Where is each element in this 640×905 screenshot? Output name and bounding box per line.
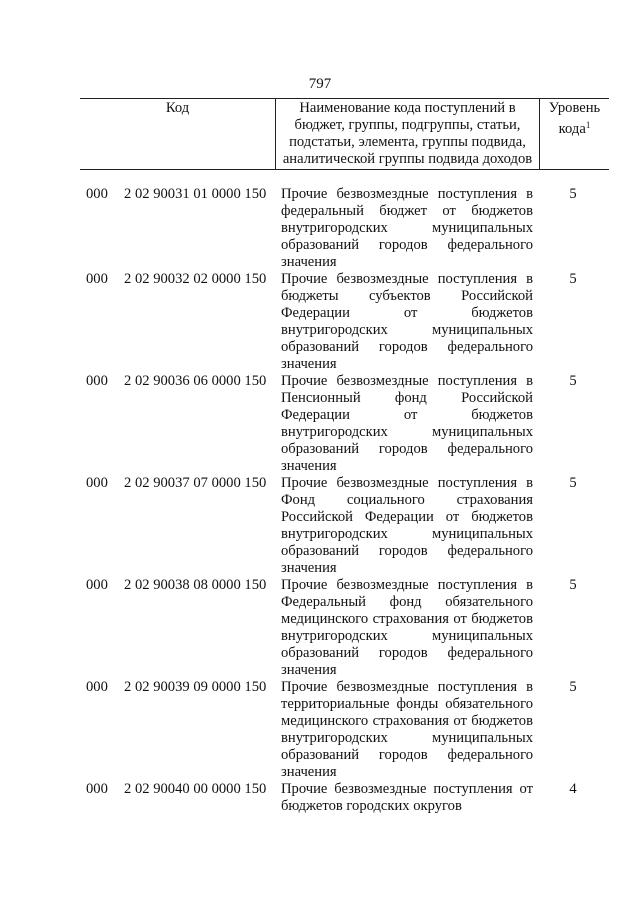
table-row	[0, 781, 640, 815]
row-name: Прочие безвозмездные поступления в Пенсионный фонд Российской Федерации от бюджетов внутригородских муниципальных образований городов федерального значения	[281, 373, 533, 474]
header-code: Код	[165, 100, 190, 116]
row-code: 2 02 90040 00 0000 150	[124, 781, 267, 797]
row-code: 2 02 90032 02 0000 150	[124, 271, 267, 287]
table-row	[0, 186, 640, 271]
row-admin-code: 000	[86, 186, 108, 202]
page-number: 797	[308, 76, 332, 92]
row-code: 2 02 90038 08 0000 150	[124, 577, 267, 593]
row-code: 2 02 90031 01 0000 150	[124, 186, 267, 202]
row-name: Прочие безвозмездные поступления в бюджеты субъектов Российской Федерации от бюджетов внутригородских муниципальных образований городов федерального значения	[281, 271, 533, 372]
row-admin-code: 000	[86, 475, 108, 491]
table-header	[80, 98, 609, 170]
row-name: Прочие безвозмездные поступления в федеральный бюджет от бюджетов внутригородских муниципальных образований городов федерального значения	[281, 186, 533, 270]
row-level: 5	[569, 679, 577, 695]
table-row	[0, 475, 640, 577]
row-name: Прочие безвозмездные поступления в территориальные фонды обязательного медицинского страхования от бюджетов внутригородских муниципальных образований городов федерального значения	[281, 679, 533, 780]
header-level	[540, 100, 609, 138]
table-row	[0, 271, 640, 373]
row-name: Прочие безвозмездные поступления в Фонд социального страхования Российской Федерации от бюджетов внутригородских муниципальных образований городов федерального значения	[281, 475, 533, 576]
header-level-footnote: 1	[585, 120, 591, 130]
row-admin-code: 000	[86, 781, 108, 797]
header-name: Наименование кода поступлений в бюджет, группы, подгруппы, статьи, подстатьи, элемента, группы подвида, аналитической группы подвида доходов	[282, 100, 533, 167]
row-code: 2 02 90037 07 0000 150	[124, 475, 267, 491]
table-row	[0, 577, 640, 679]
row-level: 5	[569, 577, 577, 593]
row-code: 2 02 90039 09 0000 150	[124, 679, 267, 695]
table-body	[0, 186, 640, 815]
header-level-label: Уровень кода	[548, 100, 601, 137]
table-row	[0, 373, 640, 475]
row-name: Прочие безвозмездные поступления в Федеральный фонд обязательного медицинского страхования от бюджетов внутригородских муниципальных образований городов федерального значения	[281, 577, 533, 678]
row-name: Прочие безвозмездные поступления от бюджетов городских округов	[281, 781, 533, 814]
row-admin-code: 000	[86, 271, 108, 287]
row-admin-code: 000	[86, 373, 108, 389]
row-level: 5	[569, 186, 577, 202]
row-admin-code: 000	[86, 679, 108, 695]
row-level: 4	[569, 781, 577, 797]
row-admin-code: 000	[86, 577, 108, 593]
row-level: 5	[569, 271, 577, 287]
row-level: 5	[569, 373, 577, 389]
row-code: 2 02 90036 06 0000 150	[124, 373, 267, 389]
row-level: 5	[569, 475, 577, 491]
table-row	[0, 679, 640, 781]
